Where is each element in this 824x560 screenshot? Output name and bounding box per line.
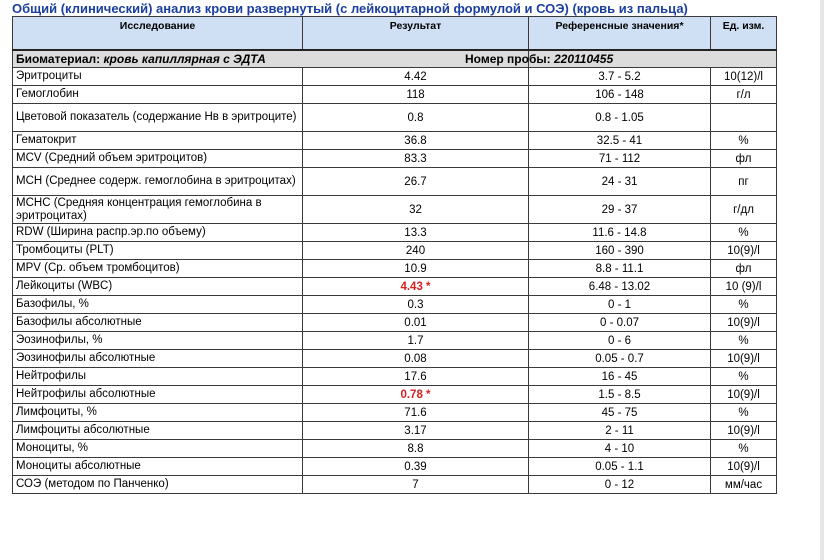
unit-cell: 10(9)/l xyxy=(711,350,777,368)
result-cell: 0.39 xyxy=(303,458,529,476)
biomaterial-cell xyxy=(13,50,529,68)
reference-cell: 4 - 10 xyxy=(529,440,711,458)
result-cell: 0.08 xyxy=(303,350,529,368)
result-cell: 17.6 xyxy=(303,368,529,386)
biomaterial-label: Биоматериал: xyxy=(16,52,101,66)
result-cell: 118 xyxy=(303,86,529,104)
result-cell: 3.17 xyxy=(303,422,529,440)
unit-cell: 10(9)/l xyxy=(711,386,777,404)
header-test: Исследование xyxy=(13,17,303,51)
unit-cell: 10(9)/l xyxy=(711,314,777,332)
biomaterial-value: кровь капиллярная с ЭДТА xyxy=(103,52,266,66)
result-cell: 4.43 * xyxy=(303,278,529,296)
header-result: Результат xyxy=(303,17,529,51)
unit-cell: % xyxy=(711,404,777,422)
unit-cell: мм/час xyxy=(711,476,777,494)
sample-number: 220110455 xyxy=(553,52,614,66)
reference-cell: 16 - 45 xyxy=(529,368,711,386)
biomaterial-row xyxy=(13,50,777,68)
reference-cell: 29 - 37 xyxy=(529,196,711,224)
test-name-cell: MCH (Среднее содерж. гемоглобина в эритроцитах) xyxy=(13,168,303,196)
test-name-cell: Моноциты, % xyxy=(13,440,303,458)
table-row xyxy=(13,332,777,350)
unit-cell: 10(12)/l xyxy=(711,68,777,86)
result-cell: 0.78 * xyxy=(303,386,529,404)
unit-cell: 10(9)/l xyxy=(711,458,777,476)
unit-cell: 10(9)/l xyxy=(711,242,777,260)
test-name-cell: MCHC (Средняя концентрация гемоглобина в эритроцитах) xyxy=(13,196,303,224)
unit-cell: 10 (9)/l xyxy=(711,278,777,296)
table-row xyxy=(13,278,777,296)
reference-cell: 1.5 - 8.5 xyxy=(529,386,711,404)
result-cell: 26.7 xyxy=(303,168,529,196)
result-cell: 83.3 xyxy=(303,150,529,168)
table-row xyxy=(13,440,777,458)
header-reference: Референсные значения* xyxy=(529,17,711,51)
reference-cell: 0.05 - 1.1 xyxy=(529,458,711,476)
reference-cell: 0.05 - 0.7 xyxy=(529,350,711,368)
table-row xyxy=(13,476,777,494)
result-cell: 71.6 xyxy=(303,404,529,422)
page-edge xyxy=(820,0,824,560)
test-name-cell: Базофилы, % xyxy=(13,296,303,314)
result-cell: 7 xyxy=(303,476,529,494)
unit-cell: % xyxy=(711,368,777,386)
table-row xyxy=(13,296,777,314)
table-row xyxy=(13,68,777,86)
result-cell: 240 xyxy=(303,242,529,260)
unit-cell: г/дл xyxy=(711,196,777,224)
table-row xyxy=(13,350,777,368)
test-name-cell: Эозинофилы абсолютные xyxy=(13,350,303,368)
table-row xyxy=(13,168,777,196)
test-name-cell: Базофилы абсолютные xyxy=(13,314,303,332)
test-name-cell: Нейтрофилы абсолютные xyxy=(13,386,303,404)
reference-cell: 32.5 - 41 xyxy=(529,132,711,150)
test-name-cell: Лимфоциты абсолютные xyxy=(13,422,303,440)
test-name-cell: Моноциты абсолютные xyxy=(13,458,303,476)
table-row xyxy=(13,86,777,104)
table-row xyxy=(13,104,777,132)
result-cell: 36.8 xyxy=(303,132,529,150)
unit-cell xyxy=(711,104,777,132)
test-name-cell: MPV (Ср. объем тромбоцитов) xyxy=(13,260,303,278)
table-row xyxy=(13,242,777,260)
unit-cell: % xyxy=(711,224,777,242)
unit-cell: фл xyxy=(711,260,777,278)
reference-cell: 11.6 - 14.8 xyxy=(529,224,711,242)
test-name-cell: Эритроциты xyxy=(13,68,303,86)
reference-cell: 0 - 0.07 xyxy=(529,314,711,332)
result-cell: 4.42 xyxy=(303,68,529,86)
results-table xyxy=(12,16,777,494)
test-name-cell: Эозинофилы, % xyxy=(13,332,303,350)
unit-cell: г/л xyxy=(711,86,777,104)
test-name-cell: Лимфоциты, % xyxy=(13,404,303,422)
unit-cell: % xyxy=(711,440,777,458)
result-cell: 8.8 xyxy=(303,440,529,458)
reference-cell: 0 - 1 xyxy=(529,296,711,314)
test-name-cell: Лейкоциты (WBC) xyxy=(13,278,303,296)
reference-cell: 24 - 31 xyxy=(529,168,711,196)
reference-cell: 2 - 11 xyxy=(529,422,711,440)
table-row xyxy=(13,132,777,150)
table-row xyxy=(13,314,777,332)
reference-cell: 3.7 - 5.2 xyxy=(529,68,711,86)
table-row xyxy=(13,404,777,422)
table-row xyxy=(13,386,777,404)
test-name-cell: Тромбоциты (PLT) xyxy=(13,242,303,260)
unit-cell: % xyxy=(711,296,777,314)
sample-label: Номер пробы: xyxy=(465,52,551,66)
table-row xyxy=(13,224,777,242)
reference-cell: 71 - 112 xyxy=(529,150,711,168)
test-name-cell: RDW (Ширина распр.эр.по объему) xyxy=(13,224,303,242)
table-row xyxy=(13,368,777,386)
test-name-cell: Гематокрит xyxy=(13,132,303,150)
result-cell: 0.01 xyxy=(303,314,529,332)
reference-cell: 0.8 - 1.05 xyxy=(529,104,711,132)
result-cell: 13.3 xyxy=(303,224,529,242)
unit-cell: 10(9)/l xyxy=(711,422,777,440)
test-name-cell: Нейтрофилы xyxy=(13,368,303,386)
reference-cell: 45 - 75 xyxy=(529,404,711,422)
reference-cell: 8.8 - 11.1 xyxy=(529,260,711,278)
sample-cell xyxy=(465,50,777,68)
reference-cell: 106 - 148 xyxy=(529,86,711,104)
test-name-cell: СОЭ (методом по Панченко) xyxy=(13,476,303,494)
unit-cell: % xyxy=(711,332,777,350)
reference-cell: 0 - 12 xyxy=(529,476,711,494)
table-row xyxy=(13,196,777,224)
test-name-cell: Цветовой показатель (содержание Нв в эритроците) xyxy=(13,104,303,132)
unit-cell: % xyxy=(711,132,777,150)
unit-cell: пг xyxy=(711,168,777,196)
table-row xyxy=(13,422,777,440)
unit-cell: фл xyxy=(711,150,777,168)
test-name-cell: MCV (Средний объем эритроцитов) xyxy=(13,150,303,168)
result-cell: 0.8 xyxy=(303,104,529,132)
result-cell: 0.3 xyxy=(303,296,529,314)
table-header-row xyxy=(13,17,777,51)
reference-cell: 6.48 - 13.02 xyxy=(529,278,711,296)
result-cell: 1.7 xyxy=(303,332,529,350)
report-title: Общий (клинический) анализ крови развернутый (с лейкоцитарной формулой и СОЭ) (кровь из пальца) xyxy=(12,1,688,16)
result-cell: 32 xyxy=(303,196,529,224)
reference-cell: 0 - 6 xyxy=(529,332,711,350)
table-row xyxy=(13,458,777,476)
reference-cell: 160 - 390 xyxy=(529,242,711,260)
header-unit: Ед. изм. xyxy=(711,17,777,51)
table-row xyxy=(13,260,777,278)
test-name-cell: Гемоглобин xyxy=(13,86,303,104)
table-row xyxy=(13,150,777,168)
result-cell: 10.9 xyxy=(303,260,529,278)
